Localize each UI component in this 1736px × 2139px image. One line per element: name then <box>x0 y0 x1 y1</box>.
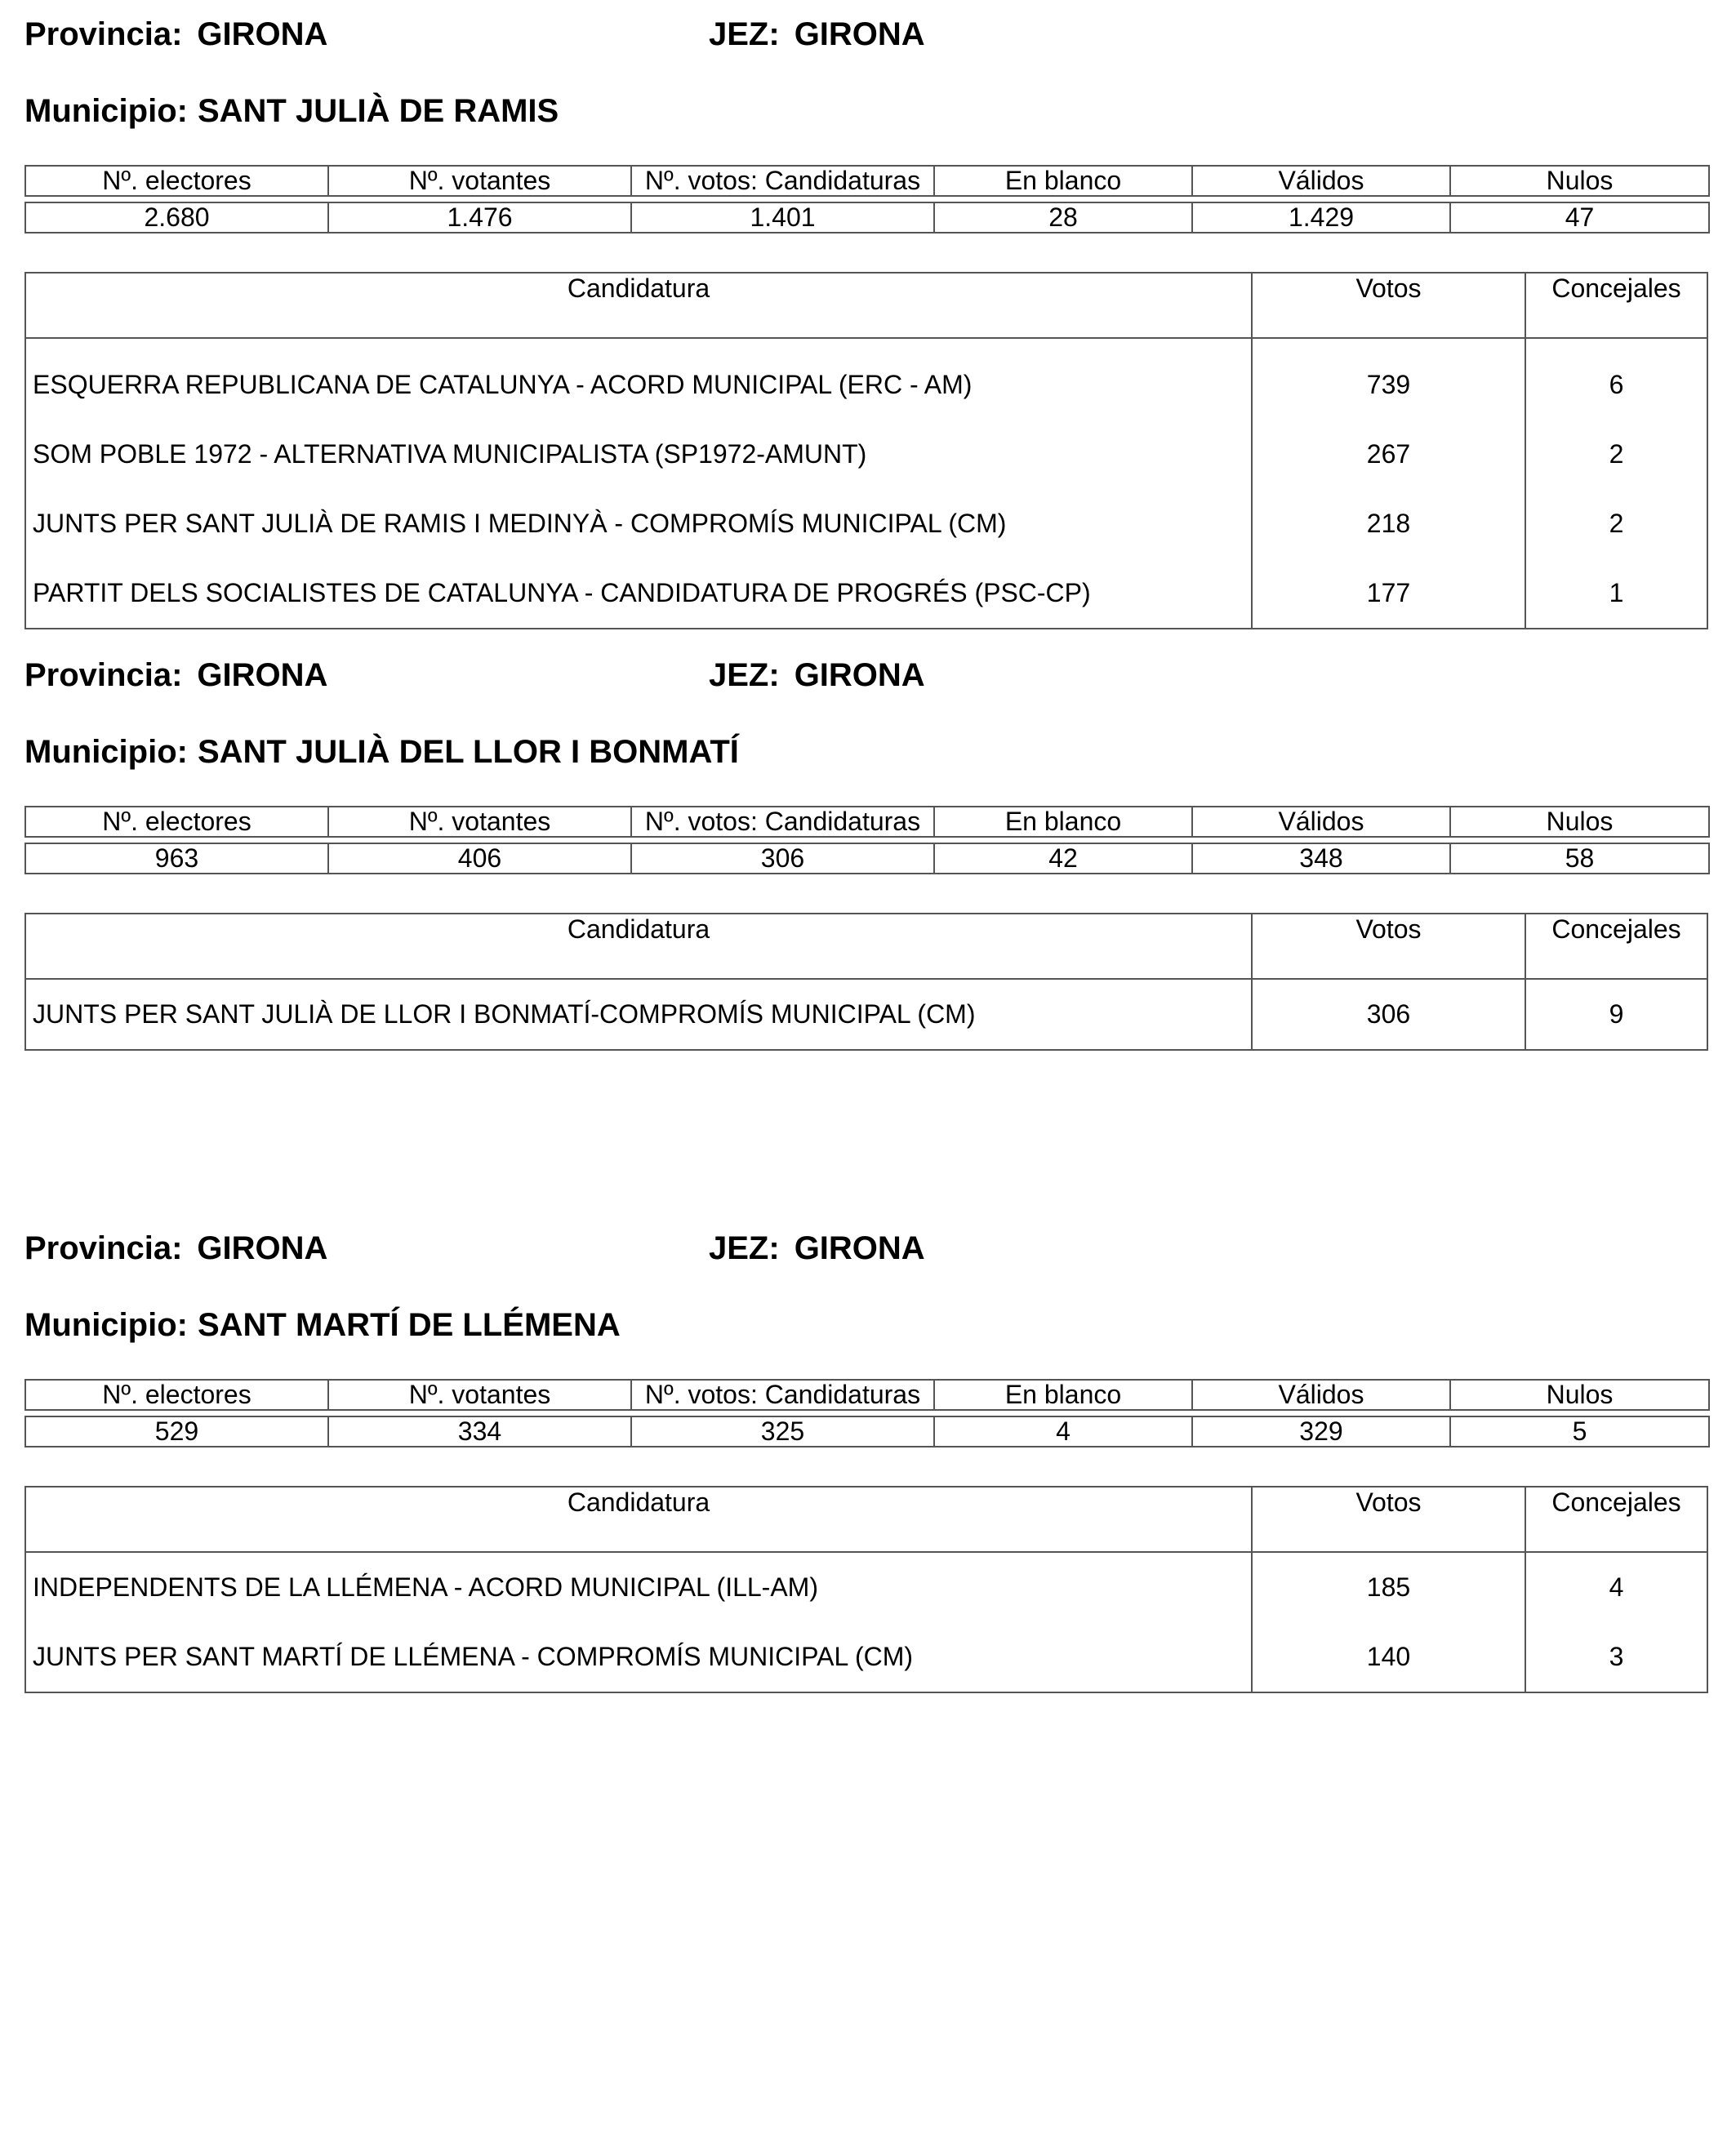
candidate-row <box>26 1553 1707 1622</box>
concejales-header: Concejales <box>1551 914 1681 944</box>
candidate-name: JUNTS PER SANT MARTÍ DE LLÉMENA - COMPROMÍS MUNICIPAL (CM) <box>26 1622 1253 1692</box>
summary-header: Nulos <box>1450 1380 1709 1410</box>
concejales-header: Concejales <box>1551 273 1681 303</box>
jez-value: GIRONA <box>794 16 925 52</box>
provincia-value: GIRONA <box>197 657 328 693</box>
summary-header: Nº. votos: Candidaturas <box>631 1380 934 1410</box>
candidates-table <box>24 272 1708 629</box>
summary-value: 325 <box>631 1416 934 1447</box>
municipio-value: SANT JULIÀ DE RAMIS <box>197 93 559 129</box>
candidate-concejales: 4 <box>1609 1572 1624 1602</box>
candidate-concejales: 9 <box>1609 999 1624 1029</box>
municipio-heading: Municipio: SANT MARTÍ DE LLÉMENA <box>24 1307 621 1343</box>
candidate-concejales: 1 <box>1609 578 1624 607</box>
summary-value: 963 <box>25 843 328 874</box>
candidate-name: ESQUERRA REPUBLICANA DE CATALUNYA - ACORD MUNICIPAL (ERC - AM) <box>26 350 1253 420</box>
candidate-name: SOM POBLE 1972 - ALTERNATIVA MUNICIPALISTA (SP1972-AMUNT) <box>26 420 1253 489</box>
summary-value: 5 <box>1450 1416 1709 1447</box>
summary-value: 42 <box>934 843 1192 874</box>
jez-heading: JEZ: GIRONA <box>709 1230 925 1266</box>
candidate-concejales: 2 <box>1609 509 1624 538</box>
summary-header: En blanco <box>934 166 1192 196</box>
summary-header: Nº. electores <box>25 166 328 196</box>
candidates-table <box>24 913 1708 1051</box>
summary-header: Válidos <box>1192 807 1450 837</box>
municipio-value: SANT MARTÍ DE LLÉMENA <box>197 1307 621 1343</box>
candidate-votos: 739 <box>1253 350 1526 420</box>
candidate-name: JUNTS PER SANT JULIÀ DE LLOR I BONMATÍ-COMPROMÍS MUNICIPAL (CM) <box>26 980 1253 1049</box>
summary-value: 47 <box>1450 202 1709 233</box>
summary-header: Nº. votos: Candidaturas <box>631 807 934 837</box>
candidatura-header: Candidatura <box>26 1488 1253 1551</box>
municipio-heading: Municipio: SANT JULIÀ DE RAMIS <box>24 93 559 129</box>
candidate-votos: 185 <box>1253 1553 1526 1622</box>
candidate-name: INDEPENDENTS DE LA LLÉMENA - ACORD MUNICIPAL (ILL-AM) <box>26 1553 1253 1622</box>
summary-header: Nulos <box>1450 166 1709 196</box>
summary-value: 1.401 <box>631 202 934 233</box>
provincia-heading: Provincia: GIRONA <box>24 16 328 52</box>
candidate-row <box>26 420 1707 489</box>
summary-table <box>24 806 1710 874</box>
summary-value: 28 <box>934 202 1192 233</box>
summary-header: Nº. votantes <box>328 1380 631 1410</box>
candidate-name: PARTIT DELS SOCIALISTES DE CATALUNYA - CANDIDATURA DE PROGRÉS (PSC-CP) <box>26 558 1253 628</box>
summary-header-row <box>25 166 1709 196</box>
votos-header: Votos <box>1253 914 1526 978</box>
summary-header-row <box>25 1380 1709 1410</box>
summary-header: Nº. votos: Candidaturas <box>631 166 934 196</box>
summary-value: 2.680 <box>25 202 328 233</box>
candidate-row <box>26 350 1707 420</box>
candidate-concejales: 3 <box>1609 1642 1624 1671</box>
summary-value-row <box>25 843 1709 874</box>
candidate-row <box>26 489 1707 558</box>
candidate-row <box>26 1622 1707 1692</box>
summary-value: 58 <box>1450 843 1709 874</box>
jez-value: GIRONA <box>794 657 925 693</box>
votos-header: Votos <box>1253 1488 1526 1551</box>
summary-header: Válidos <box>1192 1380 1450 1410</box>
jez-heading: JEZ: GIRONA <box>709 16 925 52</box>
summary-value: 334 <box>328 1416 631 1447</box>
provincia-heading: Provincia: GIRONA <box>24 657 328 693</box>
summary-value: 529 <box>25 1416 328 1447</box>
candidates-header-row <box>26 273 1707 339</box>
provincia-value: GIRONA <box>197 1230 328 1266</box>
candidatura-header: Candidatura <box>26 273 1253 337</box>
summary-header: Nº. electores <box>25 807 328 837</box>
summary-header: Nº. votantes <box>328 166 631 196</box>
summary-header-row <box>25 807 1709 837</box>
candidates-header-row <box>26 914 1707 980</box>
summary-value-row <box>25 202 1709 233</box>
votos-header: Votos <box>1253 273 1526 337</box>
summary-value: 348 <box>1192 843 1450 874</box>
candidatura-header: Candidatura <box>26 914 1253 978</box>
candidate-row <box>26 980 1707 1049</box>
summary-header: Nulos <box>1450 807 1709 837</box>
summary-value: 1.476 <box>328 202 631 233</box>
municipio-heading: Municipio: SANT JULIÀ DEL LLOR I BONMATÍ <box>24 734 739 770</box>
candidate-concejales: 2 <box>1609 439 1624 469</box>
summary-value: 4 <box>934 1416 1192 1447</box>
summary-header: En blanco <box>934 807 1192 837</box>
summary-header: Nº. votantes <box>328 807 631 837</box>
candidates-header-row <box>26 1488 1707 1553</box>
summary-table <box>24 165 1710 233</box>
summary-value-row <box>25 1416 1709 1447</box>
candidates-table <box>24 1486 1708 1693</box>
jez-heading: JEZ: GIRONA <box>709 657 925 693</box>
candidate-votos: 218 <box>1253 489 1526 558</box>
municipio-value: SANT JULIÀ DEL LLOR I BONMATÍ <box>197 734 739 770</box>
summary-table <box>24 1379 1710 1447</box>
candidate-concejales: 6 <box>1609 370 1624 399</box>
jez-value: GIRONA <box>794 1230 925 1266</box>
summary-value: 406 <box>328 843 631 874</box>
provincia-value: GIRONA <box>197 16 328 52</box>
candidate-votos: 177 <box>1253 558 1526 628</box>
provincia-heading: Provincia: GIRONA <box>24 1230 328 1266</box>
summary-header: Nº. electores <box>25 1380 328 1410</box>
candidate-row <box>26 558 1707 628</box>
concejales-header: Concejales <box>1551 1488 1681 1517</box>
summary-header: Válidos <box>1192 166 1450 196</box>
candidate-votos: 306 <box>1253 980 1526 1049</box>
summary-value: 1.429 <box>1192 202 1450 233</box>
candidate-name: JUNTS PER SANT JULIÀ DE RAMIS I MEDINYÀ - COMPROMÍS MUNICIPAL (CM) <box>26 489 1253 558</box>
summary-value: 329 <box>1192 1416 1450 1447</box>
candidate-votos: 140 <box>1253 1622 1526 1692</box>
candidate-votos: 267 <box>1253 420 1526 489</box>
summary-header: En blanco <box>934 1380 1192 1410</box>
summary-value: 306 <box>631 843 934 874</box>
